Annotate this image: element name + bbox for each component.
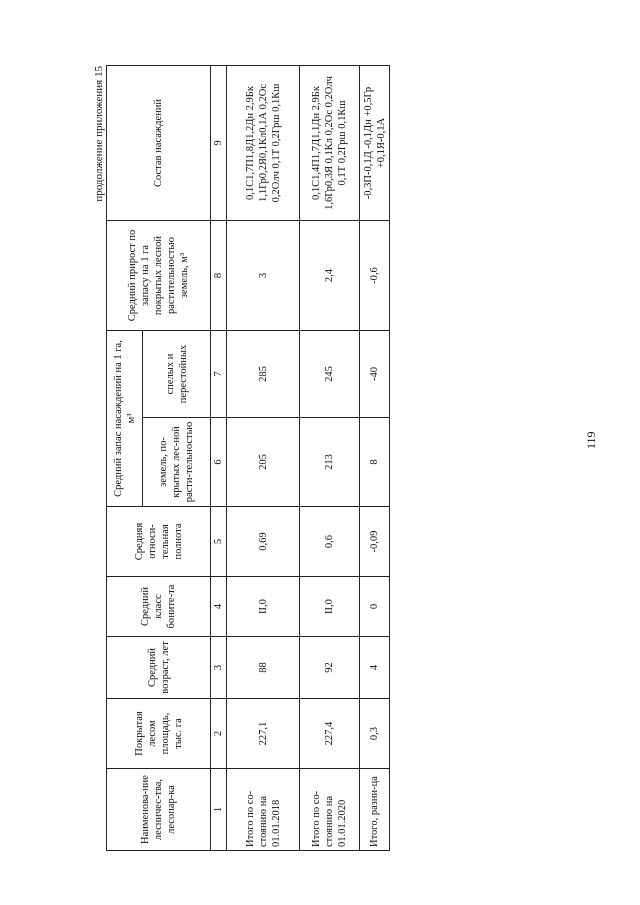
header-area: Покрытая лесом площадь, тыс. га [107,699,211,769]
cell-growth: 3 [227,221,300,331]
col-number: 1 [211,769,227,851]
cell-area: 227,4 [300,699,360,769]
cell-composition: 0,1С1,7П1,8Д1,2Дн 2,9Бк 1,1Гр0,2Я0,1Кл0,1А 0,2Ос 0,2Олч 0,1Т 0,2Грш 0,1Кш [227,66,300,221]
cell-density: 0,69 [227,507,300,577]
cell-area: 0,3 [360,699,390,769]
cell-name: Итого по со-стоянию на 01.01.2020 [300,769,360,851]
header-name: Наименова-ние лесничес-тва, лесопар-ка [107,769,211,851]
rotated-table-page [93,66,388,851]
cell-growth: 2,4 [300,221,360,331]
col-number: 5 [211,507,227,577]
col-number: 8 [211,221,227,331]
col-number: 3 [211,637,227,699]
cell-bonitet: II,0 [227,577,300,637]
header-stock-group: Средний запас насаждений на 1 га, м³ [107,331,143,507]
cell-stock: 8 [360,418,390,507]
cell-stock: 213 [300,418,360,507]
cell-composition: 0,1С1,4П1,7Д1,1Дн 2,9Бк 1,6Гр0,3Я 0,1Кл 0,2Ос 0,2Олч 0,1Т 0,2Грш 0,1Кш [300,66,360,221]
header-stock-mature: спелых и перестойных [143,331,211,418]
appendix-caption: продолжение приложения 15 [93,66,105,202]
cell-age: 92 [300,637,360,699]
table-row [360,66,390,851]
cell-density: 0,6 [300,507,360,577]
col-number: 6 [211,418,227,507]
cell-mature: 245 [300,331,360,418]
header-density: Средняя относи-тельная полнота [107,507,211,577]
forest-stand-table [106,65,390,851]
cell-stock: 205 [227,418,300,507]
cell-growth: -0,6 [360,221,390,331]
cell-age: 4 [360,637,390,699]
cell-density: -0,09 [360,507,390,577]
cell-name: Итого по со-стоянию на 01.01.2018 [227,769,300,851]
cell-composition: -0,3П-0,1Д -0,1Дн +0,5Гр +0,1Я-0,1А [360,66,390,221]
table-row [227,66,300,851]
cell-area: 227,1 [227,699,300,769]
cell-mature: -40 [360,331,390,418]
cell-mature: 285 [227,331,300,418]
col-number: 2 [211,699,227,769]
cell-bonitet: II,0 [300,577,360,637]
cell-bonitet: 0 [360,577,390,637]
header-stock-covered: земель, по-крытых лес-ной расти-тельностью [143,418,211,507]
col-number: 4 [211,577,227,637]
cell-age: 88 [227,637,300,699]
page-number: 119 [584,431,598,449]
col-number: 7 [211,331,227,418]
header-composition: Состав насаждений [107,66,211,221]
col-number: 9 [211,66,227,221]
header-growth: Средний прирост по запасу на 1 га покрытых лесной растительностью земель, м³ [107,221,211,331]
header-age: Средний возраст, лет [107,637,211,699]
cell-name: Итого, разни-ца [360,769,390,851]
header-bonitet: Средний класс боните-та [107,577,211,637]
table-row [300,66,360,851]
